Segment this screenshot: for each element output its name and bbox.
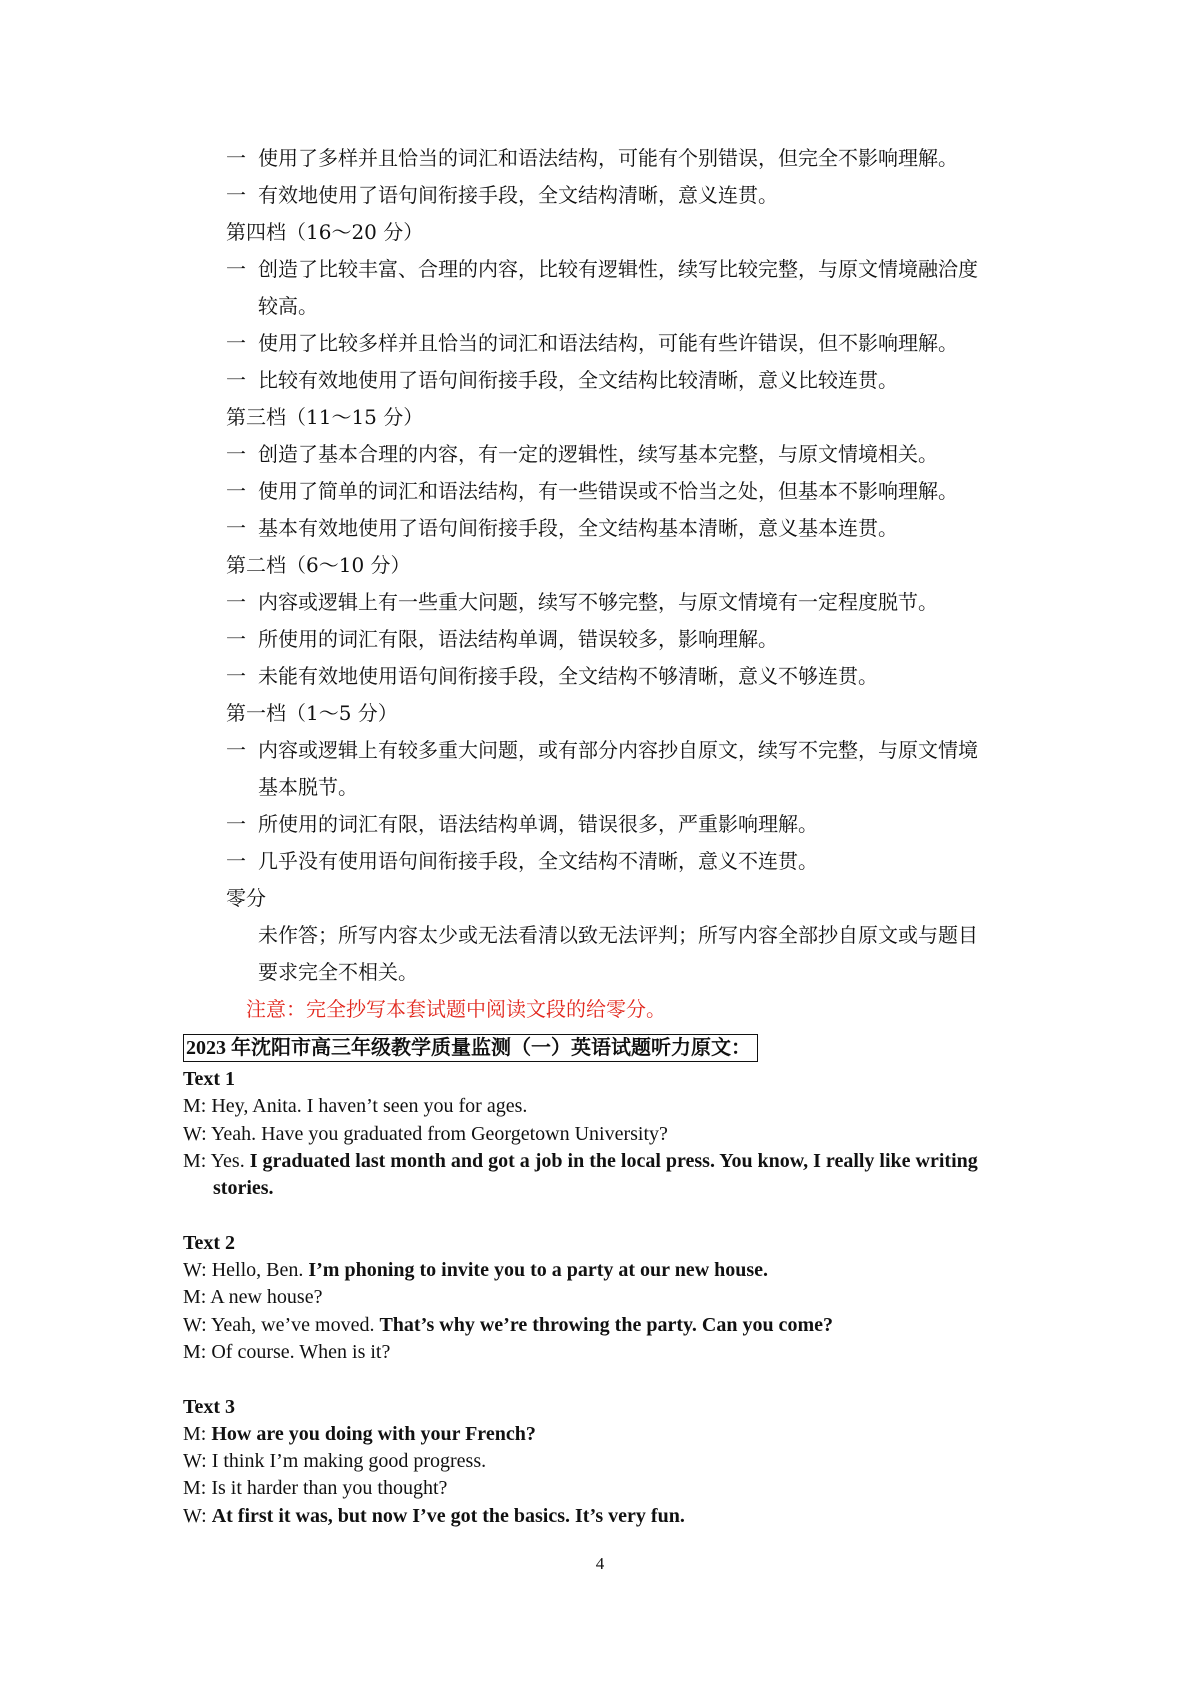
rubric-item (226, 510, 1046, 547)
dialogue-line (183, 1448, 1043, 1475)
dialogue-line (183, 1421, 1043, 1448)
dialogue-key-text: That’s why we’re throwing the party. Can you come? (379, 1313, 833, 1336)
speaker-label: W: (183, 1259, 207, 1282)
rubric-level-heading: 第二档（6～10 分） (226, 553, 411, 577)
rubric-level-heading: 零分 (226, 886, 266, 910)
dialogue-text: A new house? (210, 1286, 323, 1309)
page-number: 4 (595, 1554, 605, 1573)
dialogue-text: Yes. (210, 1149, 245, 1172)
rubric-note: 注意：完全抄写本套试题中阅读文段的给零分。 (246, 997, 666, 1021)
spacer (183, 1366, 1043, 1393)
rubric-item-text: 基本有效地使用了语句间衔接手段，全文结构基本清晰，意义基本连贯。 (258, 516, 898, 540)
rubric-item-text: 内容或逻辑上有较多重大问题，或有部分内容抄自原文，续写不完整，与原文情境 (258, 738, 978, 762)
rubric-level-heading: 第三档（11～15 分） (226, 405, 424, 429)
dialogue-key-text: How are you doing with your French? (211, 1422, 536, 1445)
dialogue-key-text: I graduated last month and got a job in the local press. You know, I really like writing stories. (213, 1149, 978, 1200)
bullet-dash: 一 (226, 627, 246, 651)
rubric-item (226, 584, 1046, 621)
rubric-item-text: 比较有效地使用了语句间衔接手段，全文结构比较清晰，意义比较连贯。 (258, 368, 898, 392)
rubric-item-text: 所使用的词汇有限，语法结构单调，错误较多，影响理解。 (258, 627, 778, 651)
rubric-item-text: 几乎没有使用语句间衔接手段，全文结构不清晰，意义不连贯。 (258, 849, 818, 873)
bullet-dash: 一 (226, 738, 246, 762)
dialogue-text: Of course. When is it? (211, 1340, 391, 1363)
speaker-label: M: (183, 1340, 207, 1363)
speaker-label: M: (183, 1286, 207, 1309)
spacer (183, 1202, 1043, 1229)
dialogue-line (183, 1121, 1043, 1148)
dialogue-line (183, 1093, 1043, 1120)
bullet-dash: 一 (226, 146, 246, 170)
rubric-item (226, 843, 1046, 880)
rubric-continuation: 基本脱节。 (258, 775, 358, 799)
rubric-item (226, 436, 1046, 473)
text-heading: Text 3 (183, 1395, 236, 1418)
rubric-item (226, 140, 1046, 177)
speaker-label: M: (183, 1149, 207, 1172)
bullet-dash: 一 (226, 590, 246, 614)
rubric-item (226, 732, 1046, 769)
rubric-continuation: 较高。 (258, 294, 318, 318)
bullet-dash: 一 (226, 331, 246, 355)
bullet-dash: 一 (226, 812, 246, 836)
dialogue-text: Yeah. Have you graduated from Georgetown University? (210, 1122, 668, 1145)
rubric-level-heading: 第一档（1～5 分） (226, 701, 398, 725)
speaker-label: M: (183, 1477, 207, 1500)
rubric-item-text: 使用了多样并且恰当的词汇和语法结构，可能有个别错误，但完全不影响理解。 (258, 146, 958, 170)
bullet-dash: 一 (226, 257, 246, 281)
dialogue-line (183, 1339, 1043, 1366)
speaker-label: W: (183, 1313, 207, 1336)
dialogue-text: I think I’m making good progress. (211, 1450, 487, 1473)
transcript-title: 2023 年沈阳市高三年级教学质量监测（一）英语试题听力原文： (183, 1034, 758, 1062)
rubric-item (226, 177, 1046, 214)
rubric-item (226, 658, 1046, 695)
dialogue-text: Hey, Anita. I haven’t seen you for ages. (211, 1095, 528, 1118)
speaker-label: W: (183, 1450, 207, 1473)
dialogue-key-text: At first it was, but now I’ve got the basics. It’s very fun. (211, 1504, 685, 1527)
rubric-item-text: 未能有效地使用语句间衔接手段，全文结构不够清晰，意义不够连贯。 (258, 664, 878, 688)
dialogue-line (183, 1312, 1043, 1339)
bullet-dash: 一 (226, 664, 246, 688)
speaker-label: M: (183, 1422, 207, 1445)
rubric-item-text: 有效地使用了语句间衔接手段，全文结构清晰，意义连贯。 (258, 183, 778, 207)
rubric-continuation: 未作答；所写内容太少或无法看清以致无法评判；所写内容全部抄自原文或与题目 (258, 923, 978, 947)
listening-transcript (183, 1066, 1043, 1530)
dialogue-line (183, 1503, 1043, 1530)
scoring-rubric (226, 140, 1046, 1028)
rubric-item (226, 621, 1046, 658)
rubric-item-text: 所使用的词汇有限，语法结构单调，错误很多，严重影响理解。 (258, 812, 818, 836)
dialogue-line (183, 1475, 1043, 1502)
dialogue-line (183, 1148, 1043, 1203)
speaker-label: W: (183, 1122, 207, 1145)
bullet-dash: 一 (226, 183, 246, 207)
rubric-item-text: 创造了基本合理的内容，有一定的逻辑性，续写基本完整，与原文情境相关。 (258, 442, 938, 466)
text-heading: Text 2 (183, 1231, 236, 1254)
bullet-dash: 一 (226, 849, 246, 873)
rubric-item (226, 362, 1046, 399)
rubric-item (226, 473, 1046, 510)
text-heading: Text 1 (183, 1068, 236, 1090)
speaker-label: W: (183, 1504, 207, 1527)
speaker-label: M: (183, 1095, 207, 1118)
bullet-dash: 一 (226, 368, 246, 392)
rubric-item-text: 使用了比较多样并且恰当的词汇和语法结构，可能有些许错误，但不影响理解。 (258, 331, 958, 355)
rubric-level-heading: 第四档（16～20 分） (226, 220, 424, 244)
bullet-dash: 一 (226, 479, 246, 503)
dialogue-key-text: I’m phoning to invite you to a party at our new house. (308, 1259, 769, 1282)
dialogue-text: Is it harder than you thought? (211, 1477, 448, 1500)
dialogue-line (183, 1284, 1043, 1311)
dialogue-text: Yeah, we’ve moved. (210, 1313, 375, 1336)
bullet-dash: 一 (226, 442, 246, 466)
rubric-item-text: 内容或逻辑上有一些重大问题，续写不够完整，与原文情境有一定程度脱节。 (258, 590, 938, 614)
dialogue-text: Hello, Ben. (211, 1259, 304, 1282)
rubric-item-text: 使用了简单的词汇和语法结构，有一些错误或不恰当之处，但基本不影响理解。 (258, 479, 958, 503)
rubric-item (226, 325, 1046, 362)
bullet-dash: 一 (226, 516, 246, 540)
dialogue-line (183, 1257, 1043, 1284)
rubric-continuation: 要求完全不相关。 (258, 960, 418, 984)
rubric-item (226, 251, 1046, 288)
rubric-item (226, 806, 1046, 843)
rubric-item-text: 创造了比较丰富、合理的内容，比较有逻辑性，续写比较完整，与原文情境融洽度 (258, 257, 978, 281)
